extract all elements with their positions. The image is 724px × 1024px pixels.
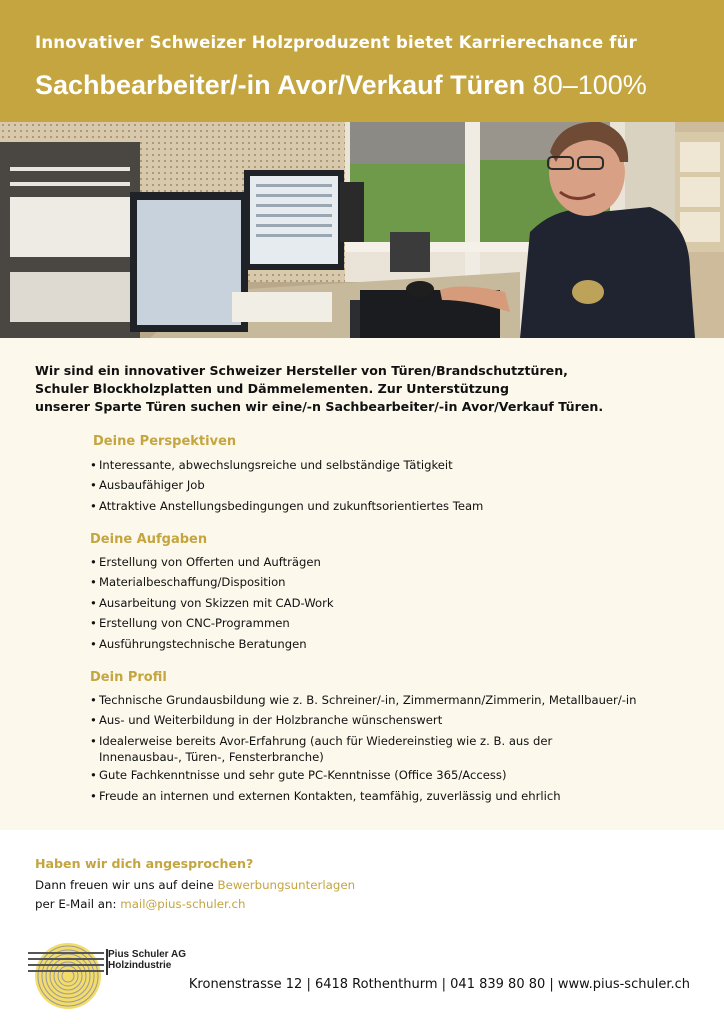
intro-line: Schuler Blockholzplatten und Dämmelementen. Zur Unterstützung	[35, 381, 510, 396]
intro-paragraph	[35, 362, 685, 416]
list-item: • Ausführungstechnische Beratungen	[90, 634, 334, 654]
cta-heading: Haben wir dich angesprochen?	[35, 856, 254, 871]
list-item: • Ausbaufähiger Job	[90, 475, 483, 495]
job-percent: 80–100%	[532, 70, 647, 100]
contact-footer: Kronenstrasse 12 | 6418 Rothenthurm | 041 839 80 80 | www.pius-schuler.ch	[188, 977, 690, 992]
list-item: • Materialbeschaffung/Disposition	[90, 572, 334, 592]
application-link[interactable]: Bewerbungsunterlagen	[217, 878, 356, 892]
heading-perspektiven: Deine Perspektiven	[93, 434, 237, 449]
list-item: • Aus- und Weiterbildung in der Holzbranche wünschenswert	[90, 710, 636, 730]
job-title	[35, 70, 647, 101]
cta-line-text: per E-Mail an:	[35, 897, 121, 911]
company-name	[108, 949, 186, 971]
office-photo	[0, 122, 724, 338]
list-item: • Technische Grundausbildung wie z. B. Schreiner/-in, Zimmermann/Zimmerin, Metallbauer/-in	[90, 690, 636, 710]
list-item: • Attraktive Anstellungsbedingungen und zukunftsorientiertes Team	[90, 496, 483, 516]
list-item-line: Innenausbau-, Türen-, Fensterbranche)	[99, 750, 324, 765]
list-item: • Erstellung von CNC-Programmen	[90, 613, 334, 633]
header-subtitle: Innovativer Schweizer Holzproduzent bietet Karrierechance für	[35, 33, 637, 52]
list-item: • Interessante, abwechslungsreiche und selbständige Tätigkeit	[90, 455, 483, 475]
profil-list	[90, 690, 636, 806]
intro-line: Wir sind ein innovativer Schweizer Hersteller von Türen/Brandschutztüren,	[35, 363, 568, 378]
list-item	[90, 731, 636, 765]
cta-line-text: Dann freuen wir uns auf deine	[35, 878, 218, 892]
email-link[interactable]: mail@pius-schuler.ch	[120, 897, 246, 911]
company-name-line: Holzindustrie	[108, 960, 172, 971]
list-item: • Freude an internen und externen Kontakten, teamfähig, zuverlässig und ehrlich	[90, 786, 636, 806]
heading-aufgaben: Deine Aufgaben	[90, 532, 208, 547]
list-item: • Gute Fachkenntnisse und sehr gute PC-Kenntnisse (Office 365/Access)	[90, 765, 636, 785]
perspektiven-list	[90, 455, 483, 516]
cta-text	[35, 876, 355, 914]
list-item-line: Idealerweise bereits Avor-Erfahrung (auch für Wiedereinstieg wie z. B. aus der	[99, 733, 553, 748]
list-item: • Ausarbeitung von Skizzen mit CAD-Work	[90, 593, 334, 613]
intro-line: unserer Sparte Türen suchen wir eine/-n Sachbearbeiter/-in Avor/Verkauf Türen.	[35, 399, 604, 414]
heading-profil: Dein Profil	[90, 670, 167, 685]
aufgaben-list	[90, 552, 334, 654]
job-title-text: Sachbearbeiter/-in Avor/Verkauf Türen	[35, 70, 526, 100]
company-name-line: Pius Schuler AG	[108, 949, 186, 960]
header-banner	[0, 0, 724, 122]
list-item: • Erstellung von Offerten und Aufträgen	[90, 552, 334, 572]
